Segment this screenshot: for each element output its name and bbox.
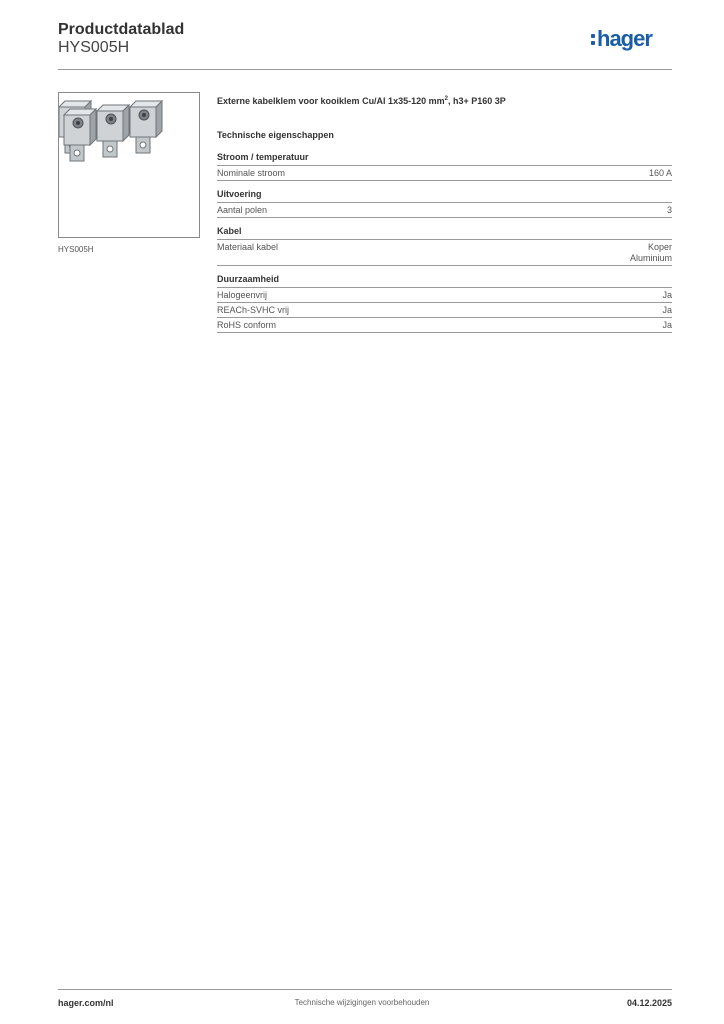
spec-label: Nominale stroom xyxy=(217,168,286,178)
document-title: Productdatablad xyxy=(58,21,185,38)
footer-disclaimer: Technische wijzigingen voorbehouden xyxy=(294,998,430,1007)
spec-value: Ja xyxy=(662,290,672,300)
spec-label: Materiaal kabel xyxy=(217,242,279,252)
spec-value: 3 xyxy=(666,205,672,215)
spec-value-line: Koper xyxy=(647,242,672,252)
spec-value: Ja xyxy=(662,320,672,330)
spec-label: RoHS conform xyxy=(217,320,277,330)
specifications xyxy=(217,96,672,333)
tech-heading: Technische eigenschappen xyxy=(217,130,334,140)
section-heading: Uitvoering xyxy=(217,189,672,203)
spec-value: 160 A xyxy=(648,168,672,178)
section-duurzaamheid xyxy=(217,274,672,333)
footer-date: 04.12.2025 xyxy=(626,998,672,1008)
image-caption: HYS005H xyxy=(58,245,94,254)
footer-divider xyxy=(58,989,672,990)
logo-dots-icon xyxy=(591,34,595,45)
header-divider xyxy=(58,69,672,70)
section-kabel xyxy=(217,226,672,266)
cable-clamp-icon xyxy=(59,93,201,239)
spec-row xyxy=(217,203,672,218)
section-heading: Duurzaamheid xyxy=(217,274,672,288)
product-title: Externe kabelklem voor kooiklem Cu/Al 1x35-120 $mm^2$, h3+ P160 3P xyxy=(217,96,506,106)
spec-value-line: Aluminium xyxy=(629,253,672,263)
hager-logo xyxy=(591,28,652,50)
spec-label: Aantal polen xyxy=(217,205,268,215)
spec-row xyxy=(217,288,672,303)
section-stroom xyxy=(217,152,672,181)
spec-label: Halogeenvrij xyxy=(217,290,268,300)
spec-value xyxy=(630,242,672,264)
logo-text: hager xyxy=(597,26,652,51)
spec-row xyxy=(217,240,672,266)
footer-website-link[interactable]: hager.com/nl xyxy=(58,998,114,1008)
spec-row xyxy=(217,303,672,318)
spec-value: Ja xyxy=(662,305,672,315)
section-uitvoering xyxy=(217,189,672,218)
product-image xyxy=(58,92,200,238)
section-heading: Stroom / temperatuur xyxy=(217,152,672,166)
spec-label: REACh-SVHC vrij xyxy=(217,305,290,315)
spec-row xyxy=(217,318,672,333)
spec-row xyxy=(217,166,672,181)
product-code: HYS005H xyxy=(58,39,130,56)
section-heading: Kabel xyxy=(217,226,672,240)
